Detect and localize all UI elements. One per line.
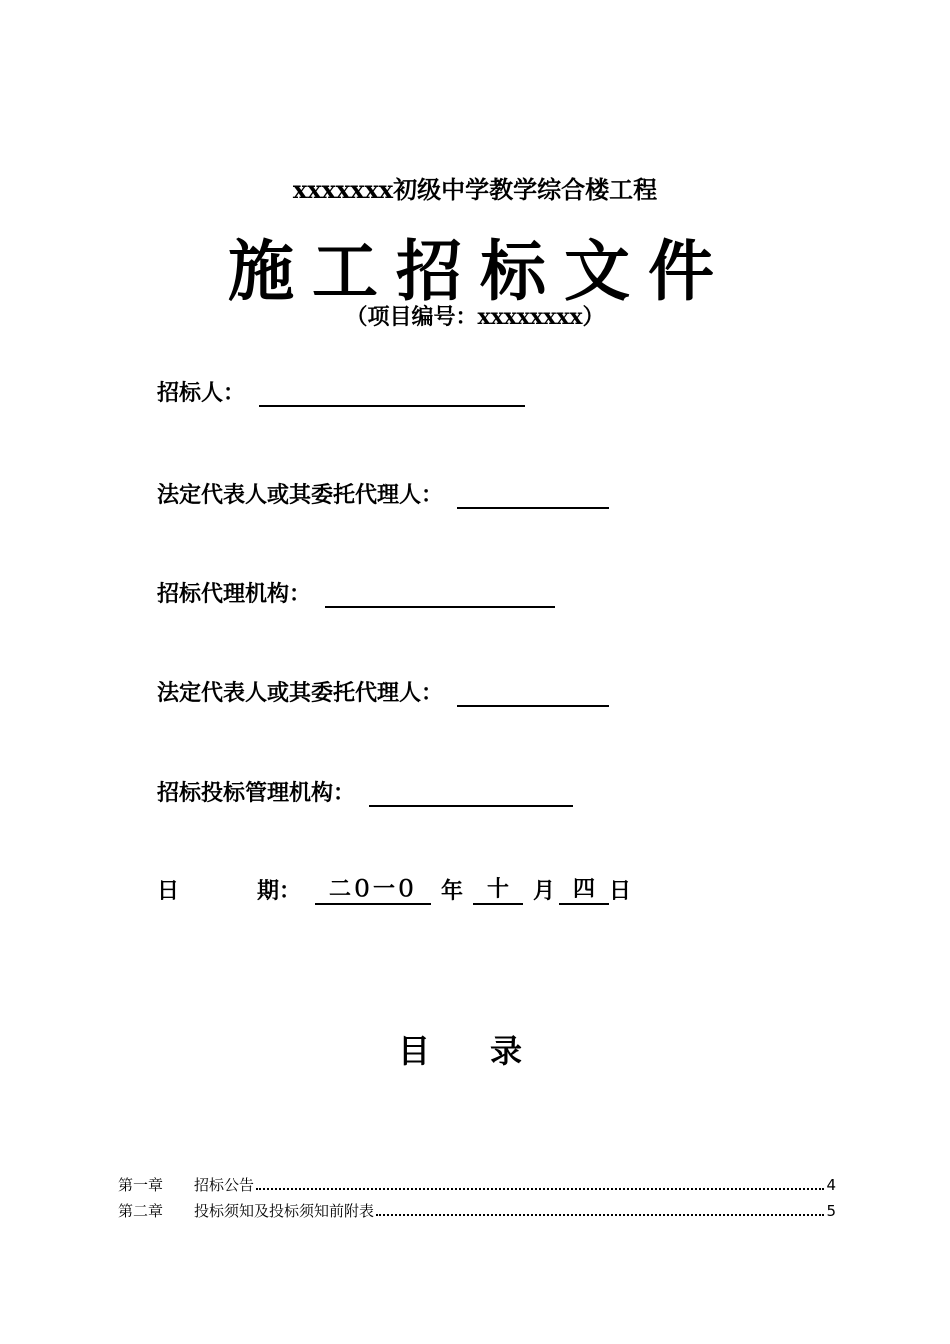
toc-item[interactable]: [118, 1172, 836, 1198]
toc-chapter: 第一章: [118, 1176, 164, 1194]
blank-line: [457, 483, 609, 509]
field-label: 招标人：: [157, 380, 246, 406]
blank-line: [457, 681, 609, 707]
date-year: 二０一０: [315, 872, 431, 905]
toc-leader: [376, 1214, 824, 1216]
toc-title: 目录: [397, 1032, 582, 1070]
field-label: 法定代表人或其委托代理人：: [157, 482, 444, 508]
field-tender-agency: [157, 577, 555, 608]
toc-leader: [256, 1188, 824, 1190]
blank-line: [325, 582, 555, 608]
project-title: xxxxxxx初级中学教学综合楼工程: [292, 175, 658, 204]
date-day-unit: 日: [609, 878, 632, 904]
date-month: 十: [473, 872, 523, 905]
date-month-unit: 月: [533, 878, 556, 904]
blank-line: [259, 381, 525, 407]
date-year-unit: 年: [441, 878, 464, 904]
project-number: （项目编号：xxxxxxxx）: [345, 304, 605, 330]
toc-item[interactable]: [118, 1198, 836, 1224]
field-label: 法定代表人或其委托代理人：: [157, 680, 444, 706]
date-day: 四: [559, 872, 609, 905]
toc-page-number: 5: [826, 1202, 836, 1220]
document-title: 施工招标文件: [228, 233, 732, 310]
date-row: [157, 872, 631, 905]
date-label-qi: 期：: [257, 878, 302, 904]
field-tenderer: [157, 376, 525, 407]
date-label-ri: 日: [157, 878, 180, 904]
toc-page-number: 4: [826, 1176, 836, 1194]
toc-item-title: 招标公告: [194, 1176, 255, 1194]
field-management-agency: [157, 776, 573, 807]
field-legal-representative-2: [157, 676, 609, 707]
field-label: 招标代理机构：: [157, 581, 312, 607]
toc-list: [118, 1172, 836, 1224]
field-legal-representative-1: [157, 478, 609, 509]
blank-line: [369, 781, 573, 807]
toc-chapter: 第二章: [118, 1202, 164, 1220]
field-label: 招标投标管理机构：: [157, 780, 356, 806]
toc-item-title: 投标须知及投标须知前附表: [194, 1202, 375, 1220]
